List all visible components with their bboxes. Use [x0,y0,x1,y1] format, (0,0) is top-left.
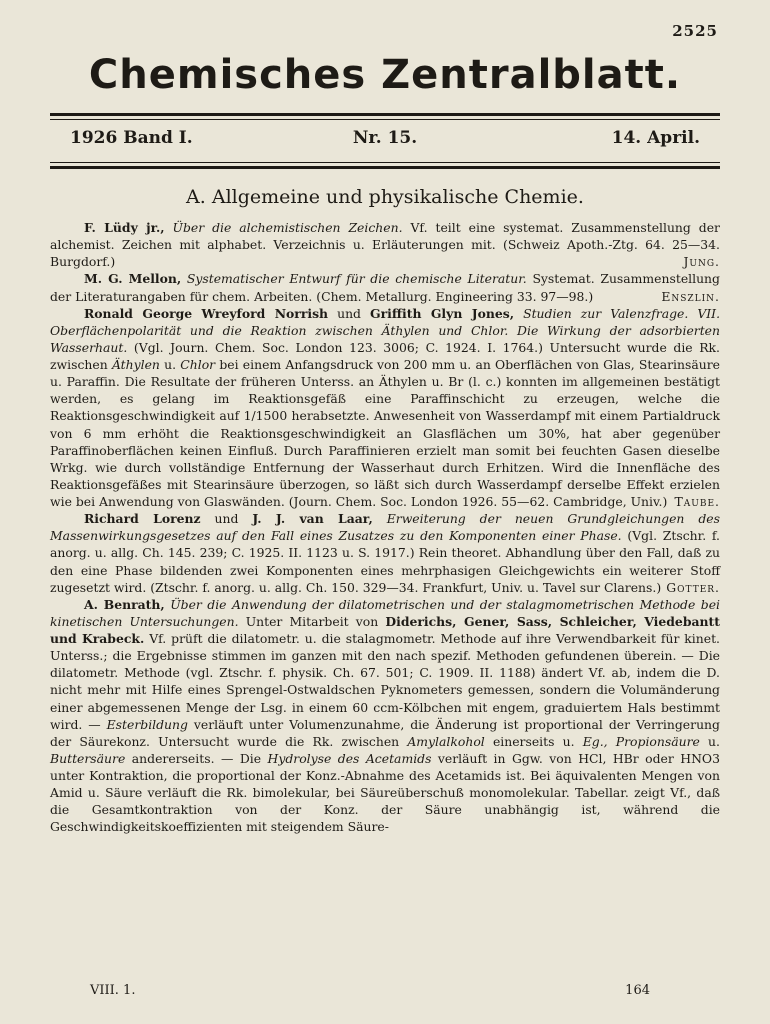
entry-authors: J. J. van Laar, [252,511,373,527]
entry-body: bei einem Anfangsdruck von 200 mm u. an Oberflächen von Glas, Stearinsäure u. Paraffin. Die Resultate der früheren Unterss. an Äthylen u. Br (l. c.) konnten im allgemeinen bestätigt werden, es gelang im Reaktionsgefäß eine Paraffinschicht zu erzeugen, welche die Reaktionsgeschwindigkeit auf [50,357,720,424]
entry-body-italic: Äthylen [111,357,160,372]
abstract-entry [50,305,720,511]
entry-title: Über die alchemistischen Zeichen. [172,220,403,235]
page-number: 2525 [672,22,718,40]
entry-body-italic: Chlor [180,357,216,372]
footer-signature-mark: VIII. 1. [90,983,136,998]
entry-signature: Taube. [674,494,720,509]
entry-body: (Vgl. Journ. Chem. Soc. London 123. 3006; C. 1924. I. 1764.) Untersucht wurde die Rk. zwischen [50,339,720,372]
entry-authors: Griffith Glyn Jones, [370,305,515,321]
entry-body: verläuft unter Volumenzunahme, die Änderung ist proportional der Verringerung der Säurekonz. Untersucht wurde die Rk. zwischen [50,716,720,749]
rule-bottom-thick [50,166,720,169]
issue-date: 14. April. [611,128,700,148]
entry-body: Unter Mitarbeit von [245,613,379,629]
issue-number: Nr. 15. [352,128,418,148]
entry-signature: Jung. [683,254,720,270]
journal-title: Chemisches Zentralblatt. [88,52,682,98]
rule-bottom-thin [50,162,720,163]
entry-body: herabsetzte. Anwesenheit von Wasserdampf mit einem Partialdruck von 6 mm erhöht die Reaktionsgeschwindigkeit an Glasflächen um 30%, hat aber gegenüber Paraffinoberflächen keinen Einfluß. Durch Paraffinieren erzielt man somit bei feuchten Gasen dieselbe Wrkg. wie durch vollständige Entfernung der Wasserhaut durch Erhitzen. Wird die Innenfläche des Reaktionsgefäßes mit Stearinsäure überzogen, so läßt sich durch Wasserdampf derselbe Effekt erzielen wie bei Anwendung von Glaswänden. (Journ. Chem. Soc. London 1926. 55—62. Cambridge, Univ.) [50,408,720,509]
entry-fraction: 1/1500 [243,408,288,424]
entry-body-italic: Amylalkohol [407,733,485,749]
entry-authors: Ronald George Wreyford Norrish [84,305,329,321]
entry-body: Systemat. Zusammenstellung der Literaturangaben für chem. Arbeiten. (Chem. Metallurg. Engineering 33. 97—98.) [50,271,720,304]
entry-body: u. [164,357,177,372]
entry-body-italic: Eg., Propionsäure [582,733,700,749]
entry-title: Erweiterung der neuen Grundgleichungen des Massenwirkungsgesetzes auf den Fall eines Zusatzes zu den Komponenten einer Phase. [50,511,720,544]
entry-body: einerseits u. [492,733,575,749]
entry-title: Über die Anwendung der dilatometrischen und der stalagmometrischen Methode bei kinetischen Untersuchungen. [50,596,720,629]
entry-body: u. [708,733,720,749]
entry-author-joiner: und [214,511,239,527]
entry-signature: Enszlin. [661,288,720,304]
entry-authors: A. Benrath, [84,596,165,612]
entry-authors: F. Lüdy jr., [84,220,165,235]
section-heading: A. Allgemeine und physikalische Chemie. [186,186,584,208]
footer-sheet-number: 164 [625,983,650,998]
abstract-entry [50,596,720,836]
issue-year-volume: 1926 Band I. [70,128,193,148]
entry-author-joiner: und [337,305,361,321]
entry-title: Studien zur Valenzfrage. VII. Oberflächenpolarität und die Reaktion zwischen Äthylen und Chlor. Die Wirkung der adsorbierten Wasserhaut. [50,305,721,355]
rule-top-thin [50,119,720,120]
entry-authors: M. G. Mellon, [84,271,182,287]
abstract-entry [50,510,720,596]
entry-body-italic: Hydrolyse des Acetamids [267,750,432,766]
entry-body: Vf. prüft die dilatometr. u. die stalagmometr. Methode auf ihre Verwendbarkeit für kinet. Unterss.; die Ergebnisse stimmen im ganzen mit den nach spezif. Methoden gefundenen überein. — Die dilatometr. Methode (vgl. Ztschr. f. physik. Ch. 67. 501; C. 1909. II. 1188) ändert Vf. ab, indem die D. nicht mehr mit Hilfe eines Sprengel-Ostwaldschen Pyknometers gemessen, sondern die Volumänderung einer abgemessenen Menge der Lsg. in einem 60 ccm-Kölbchen mit engem, graduiertem Hals bestimmt wird. — [50,631,720,732]
entry-body-italic: Buttersäure [50,750,126,766]
entry-title: Systematischer Entwurf für die chemische Literatur. [186,271,527,287]
entry-coauthors: Diderichs, Gener, Sass, Schleicher, Viedebantt und Krabeck. [50,613,720,646]
abstract-entry [50,270,720,304]
entry-body: (Vgl. Ztschr. f. anorg. u. allg. Ch. 145. 239; C. 1925. II. 1123 u. S. 1917.) Rein theoret. Abhandlung über den Fall, daß zu den eine Phase bildenden zwei Komponenten eines mehrphasigen Gleichgewichts ein weiterer Stoff zugesetzt wird. (Ztschr. f. anorg. u. allg. Ch. 150. 329—34. Frankfurt, Univ. u. Tavel sur Clarens.) [50,528,720,595]
entry-body: Vf. teilt eine systemat. Zusammenstellung der alchemist. Zeichen mit alphabet. Verzeichnis u. Erläuterungen mit. (Schweiz Apoth.-Ztg. 64. 25—34. Burgdorf.) [50,220,720,270]
entry-body: andererseits. — Die [131,750,262,766]
entry-authors: Richard Lorenz [84,511,201,527]
entry-body-italic: Esterbildung [106,716,188,732]
abstract-entry [50,219,720,270]
entry-signature: Gotter. [666,579,720,595]
rule-top-thick [50,113,720,116]
body-text [50,219,720,836]
entry-body: verläuft in Ggw. von HCl, HBr oder HNO3 unter Kontraktion, die proportional der Konz.-Abnahme des Acetamids ist. Bei äquivalenten Mengen von Amid u. Säure verläuft die Rk. bimolekular, bei Säureüberschuß monomolekular. Tabellar. zeigt Vf., daß die Gesamtkontraktion von der Konz. der Säure unabhängig ist, während die Geschwindigkeitskoeffizienten mit steigendem Säure- [50,750,720,835]
